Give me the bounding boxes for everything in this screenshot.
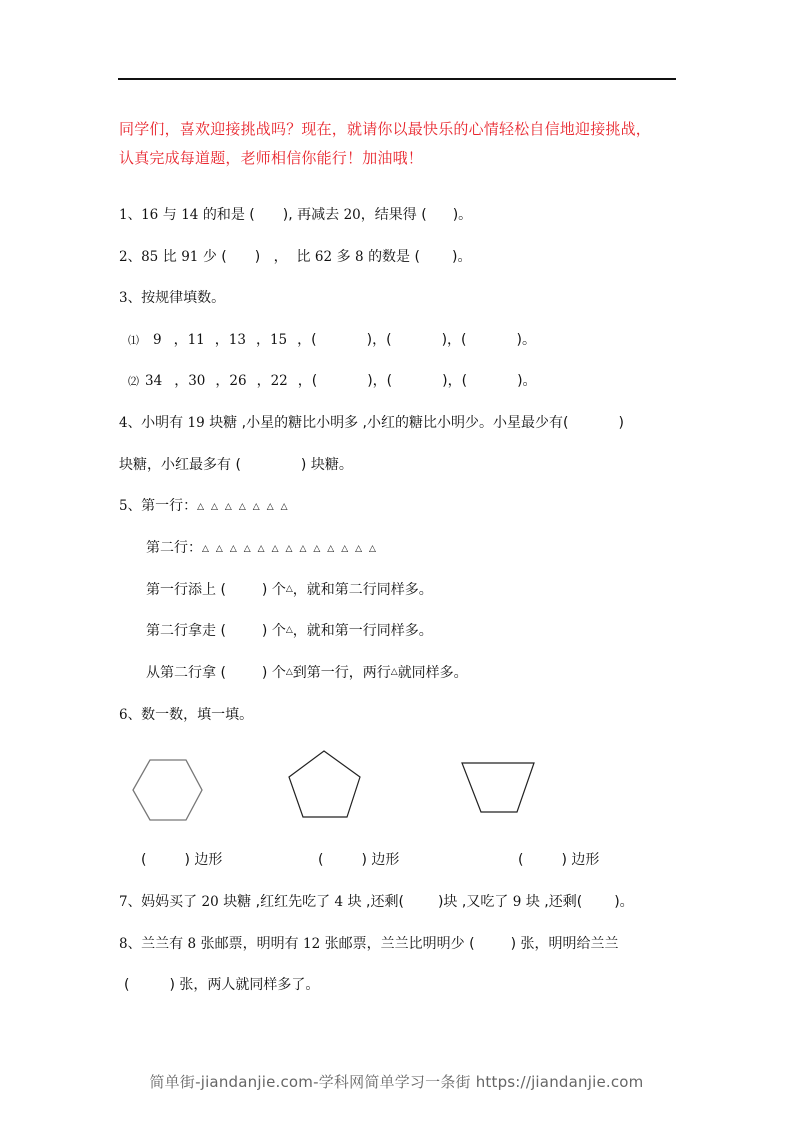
number-value: 19: [187, 415, 205, 431]
text: 到第一行，两行: [292, 665, 391, 681]
pentagon-shape: [289, 751, 360, 817]
question-number: 6、: [119, 707, 142, 723]
sequence-value: 30: [188, 373, 206, 389]
question-number: 4、: [119, 415, 142, 431]
text: )。: [517, 373, 537, 389]
number-value: 62: [314, 249, 333, 265]
sequence-value: 15: [269, 332, 288, 348]
separator: ，: [215, 373, 230, 389]
sub-label: ⑴: [128, 334, 139, 347]
text: ，结果得 (: [360, 207, 427, 223]
text: 块糖 ,小星的糖比小明多 ,小红的糖比小明少。小星最少有(: [209, 415, 569, 431]
text: ) 个: [261, 623, 286, 639]
text: )。: [451, 249, 472, 265]
text: (: [141, 852, 147, 868]
text: ): [618, 415, 624, 431]
number-value: 8: [355, 249, 364, 265]
sequence-value: 9: [153, 332, 162, 348]
text: 第一行添上 (: [146, 582, 226, 598]
text: 块糖，小红最多有 (: [119, 457, 241, 473]
triangle-icon: △: [285, 667, 293, 677]
separator: ，: [255, 332, 270, 348]
text: 数一数，填一填。: [141, 707, 254, 723]
trapezoid-answer: [518, 851, 599, 869]
number-value: 9: [512, 894, 522, 910]
text: 按规律填数。: [141, 290, 226, 306]
triangle-row-1: △△△△△△△: [197, 502, 295, 512]
trapezoid-shape: [462, 763, 534, 812]
triangle-icon: △: [390, 667, 398, 677]
text: ) 个: [261, 665, 286, 681]
text: 块 ,还剩(: [525, 894, 583, 910]
text: 就同样多。: [397, 665, 468, 681]
text: )。: [614, 894, 634, 910]
text: ) 张，两人就同样多了。: [169, 977, 320, 993]
text: 多: [336, 249, 351, 265]
sub-label: ⑵: [128, 375, 139, 388]
text: )，(: [366, 332, 392, 348]
number-value: 16: [141, 207, 159, 223]
text: )，(: [367, 373, 393, 389]
text: 第二行拿走 (: [146, 623, 226, 639]
question-8-line-2: [124, 976, 319, 994]
question-8-line-1: [119, 935, 619, 953]
triangle-icon: △: [285, 625, 293, 635]
separator: ，: [173, 332, 188, 348]
row-label: 第二行：: [146, 540, 202, 556]
question-number: 2、: [119, 249, 142, 265]
sequence-value: 11: [187, 332, 205, 348]
text: 兰兰有: [141, 936, 184, 952]
text: ) 张，明明给兰兰: [510, 936, 619, 952]
text: ，(: [297, 332, 317, 348]
text: ) ， 比: [254, 249, 311, 265]
hexagon-shape: [133, 760, 202, 820]
number-value: 20: [201, 894, 219, 910]
text: ) 边形: [184, 852, 223, 868]
separator: ，: [214, 332, 229, 348]
sequence-value: 34: [145, 373, 163, 389]
question-number: 7、: [119, 894, 142, 910]
text: ), 再减去: [282, 207, 340, 223]
question-number: 1、: [119, 207, 142, 223]
row-label: 第一行：: [141, 498, 198, 514]
text: (: [318, 852, 324, 868]
question-number: 3、: [119, 290, 142, 306]
text: )块 ,又吃了: [437, 894, 509, 910]
text: 块糖 ,红红先吃了: [223, 894, 331, 910]
sequence-value: 13: [228, 332, 246, 348]
footer-watermark: 简单街-jiandanjie.com-学科网简单学习一条街 https://jiandanjie.com: [149, 1073, 644, 1091]
text: ) 个: [261, 582, 286, 598]
text: 张邮票，兰兰比明明少 (: [324, 936, 475, 952]
text: ，就和第二行同样多。: [292, 582, 433, 598]
text: 少 (: [202, 249, 227, 265]
number-value: 91: [181, 249, 199, 265]
sequence-value: 26: [229, 373, 247, 389]
text: )，(: [442, 373, 468, 389]
text: ，(: [297, 373, 318, 389]
text: ) 边形: [561, 852, 600, 868]
text: 小明有: [141, 415, 184, 431]
text: 的和是 (: [202, 207, 255, 223]
text: 张邮票，明明有: [200, 936, 299, 952]
intro-line-2: 认真完成每道题，老师相信你能行！加油哦！: [119, 149, 424, 167]
text: )，(: [441, 332, 467, 348]
text: (: [124, 977, 130, 993]
triangle-icon: △: [285, 584, 293, 594]
triangle-row-2: △△△△△△△△△△△△△: [202, 544, 383, 554]
pentagon-answer: [318, 851, 399, 869]
text: 块 ,还剩(: [347, 894, 404, 910]
text: (: [518, 852, 524, 868]
text: 妈妈买了: [141, 894, 198, 910]
number-value: 12: [303, 936, 321, 952]
question-7: [119, 893, 634, 911]
text: ) 块糖。: [300, 457, 353, 473]
separator: ，: [256, 373, 271, 389]
text: 从第二行拿 (: [146, 665, 226, 681]
text: )。: [516, 332, 536, 348]
text: 比: [162, 249, 177, 265]
text: )。: [452, 207, 473, 223]
hexagon-answer: [141, 851, 222, 869]
number-value: 8: [187, 936, 197, 952]
text: 与: [162, 207, 177, 223]
question-number: 8、: [119, 936, 142, 952]
text: ) 边形: [361, 852, 400, 868]
question-number: 5、: [119, 498, 142, 514]
intro-line-1: 同学们，喜欢迎接挑战吗？现在，就请你以最快乐的心情轻松自信地迎接挑战，: [119, 120, 652, 138]
text: ，就和第一行同样多。: [292, 623, 433, 639]
sequence-value: 22: [270, 373, 288, 389]
number-value: 20: [343, 207, 361, 223]
number-value: 85: [141, 249, 159, 265]
text: 的数是 (: [368, 249, 420, 265]
number-value: 14: [181, 207, 199, 223]
number-value: 4: [334, 894, 344, 910]
separator: ，: [174, 373, 189, 389]
